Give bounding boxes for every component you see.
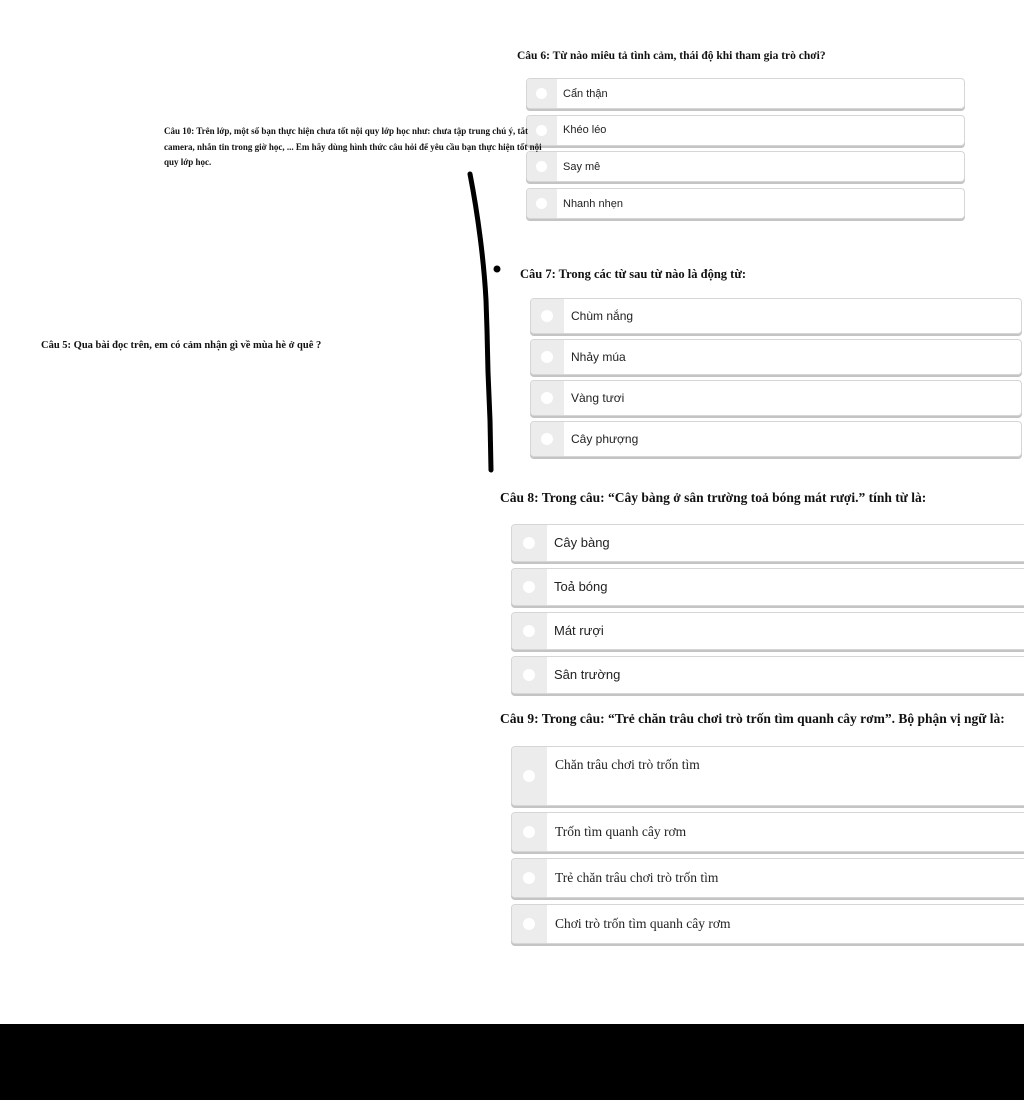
bottom-black-band [0,1024,1024,1100]
option-label: Chăn trâu chơi trò trốn tìm [555,757,700,772]
q7-question: Câu 7: Trong các từ sau từ nào là động từ: [520,267,746,281]
q5-question: Câu 5: Qua bài đọc trên, em có cảm nhận gì về mùa hè ở quê ? [41,340,322,351]
q10-question: Câu 10: Trên lớp, một số bạn thực hiện chưa tốt nội quy lớp học như: chưa tập trung chú ý, tắt camera, nhắn tin trong giờ học, ... Em hãy dùng hình thức câu hỏi để yêu cầu bạn thực hiện tốt nội quy lớp học. [164,126,542,167]
option-label: Cây bàng [554,535,610,550]
option-label: Chùm nắng [571,309,634,323]
q8-question: Câu 8: Trong câu: “Cây bàng ở sân trường toả bóng mát rượi.” tính từ là: [500,490,927,505]
option-label: Nhanh nhẹn [563,198,623,210]
q9-question: Câu 9: Trong câu: “Trẻ chăn trâu chơi trò trốn tìm quanh cây rơm”. Bộ phận vị ngữ là: [500,711,1005,726]
option-label: Toả bóng [554,579,608,594]
option-label: Nhảy múa [571,350,626,364]
option-label: Chơi trò trốn tìm quanh cây rơm [555,916,731,931]
option-label: Trốn tìm quanh cây rơm [555,824,687,839]
option-label: Sân trường [554,667,621,682]
q6-question: Câu 6: Từ nào miêu tả tình cảm, thái độ khi tham gia trò chơi? [517,50,826,62]
option-label: Mát rượi [554,623,604,638]
option-label: Trẻ chăn trâu chơi trò trốn tìm [555,870,719,885]
option-label: Say mê [563,161,601,173]
option-label: Khéo léo [563,124,607,136]
option-label: Vàng tươi [571,391,625,405]
option-label: Cẩn thận [563,88,608,100]
option-label: Cây phượng [571,432,639,446]
